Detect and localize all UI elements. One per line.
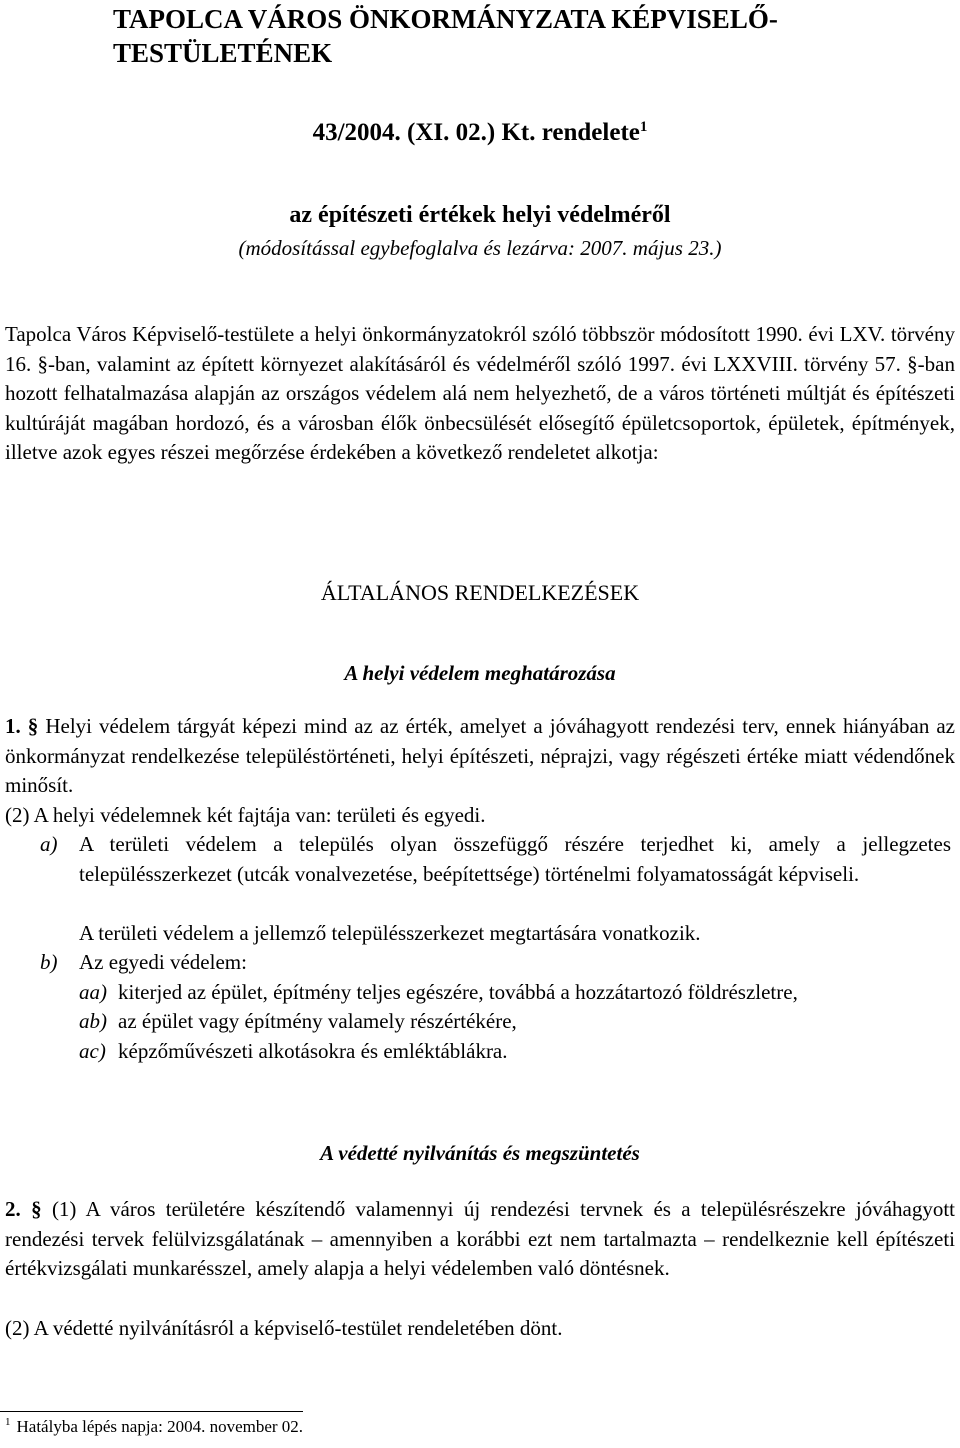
item-aa-label: aa) [79,980,107,1004]
footnote-separator [0,1411,303,1412]
section2-number: 2. § [5,1197,42,1221]
section1-number: 1. § [5,714,39,738]
document-title: TAPOLCA VÁROS ÖNKORMÁNYZATA KÉPVISELŐ-TESTÜLETÉNEK [113,4,778,68]
decree-number [0,117,960,149]
section2-text: (1) A város területére készítendő valamennyi új rendezési tervnek és a településrészekre jóváhagyott rendezési tervek felülvizsgálatának – amennyiben a korábbi ezt nem tartalmazta – rendelkeznie kell építészeti értékvizsgálati munkarésszel, amely alapja a helyi védelemben való döntésnek. [5,1197,955,1280]
footnote-text: Hatályba lépés napja: 2004. november 02. [16,1417,304,1436]
footnote-ref[interactable]: 1 [639,119,648,135]
item-a-text2: A területi védelem a jellemző településszerkezet megtartására vonatkozik. [79,921,701,945]
section2-paragraph2: (2) A védetté nyilvánításról a képviselő-testület rendeletében dönt. [5,1316,563,1340]
section2-heading: A védetté nyilvánítás és megszüntetés [320,1141,640,1165]
item-b-label: b) [40,950,58,974]
section1-paragraph2: (2) A helyi védelemnek két fajtája van: területi és egyedi. [5,803,486,827]
item-a-text: A területi védelem a település olyan összefüggő részére terjedhet ki, amely a jellegzetes településszerkezet (utcák vonalvezetése, beépítettsége) történelmi folyamatosságát képviseli. [79,832,951,886]
item-ac-label: ac) [79,1039,106,1063]
footnote-mark: 1 [5,1416,11,1428]
item-b-text: Az egyedi védelem: [79,950,247,974]
item-ab-text: az épület vagy építmény valamely részértékére, [118,1009,517,1033]
preamble: Tapolca Város Képviselő-testülete a helyi önkormányzatokról szóló többször módosított 1990. évi LXV. törvény 16. §-ban, valamint az épített környezet alakításáról és védelméről szóló 1997. évi LXXVIII. törvény 57. §-ban hozott felhatalmazása alapján az országos védelem alá nem helyezhető, de a város történeti múltját és építészeti kultúráját magában hordozó, és a városban élők önbecsülését elősegítő épületcsoportok, épületek, építmények, illetve azok egyes részei megőrzése érdekében a következő rendeletet alkotja: [5,322,955,464]
footnote [5,1416,303,1438]
item-ab-label: ab) [79,1009,107,1033]
decree-number-text: 43/2004. (XI. 02.) Kt. rendelete [312,119,640,146]
consolidation-note: (módosítással egybefoglalva és lezárva: 2007. május 23.) [238,236,722,260]
item-a-label: a) [40,832,58,856]
section1-text: Helyi védelem tárgyát képezi mind az az érték, amelyet a jóváhagyott rendezési terv, ennek hiányában az önkormányzat rendelkezése településtörténeti, helyi építészeti, néprajzi, vagy régészeti értéke miatt védendőnek minősít. [5,714,956,797]
section2-paragraph1 [5,1195,955,1284]
item-aa-text: kiterjed az épület, építmény teljes egészére, továbbá a hozzátartozó földrészletre, [118,980,798,1004]
decree-subject: az építészeti értékek helyi védelméről [289,202,671,228]
section-general-heading: ÁLTALÁNOS RENDELKEZÉSEK [320,580,640,605]
section1-paragraph1 [5,712,955,801]
item-ac-text: képzőművészeti alkotásokra és emléktáblákra. [118,1039,508,1063]
section1-heading: A helyi védelem meghatározása [344,661,616,685]
